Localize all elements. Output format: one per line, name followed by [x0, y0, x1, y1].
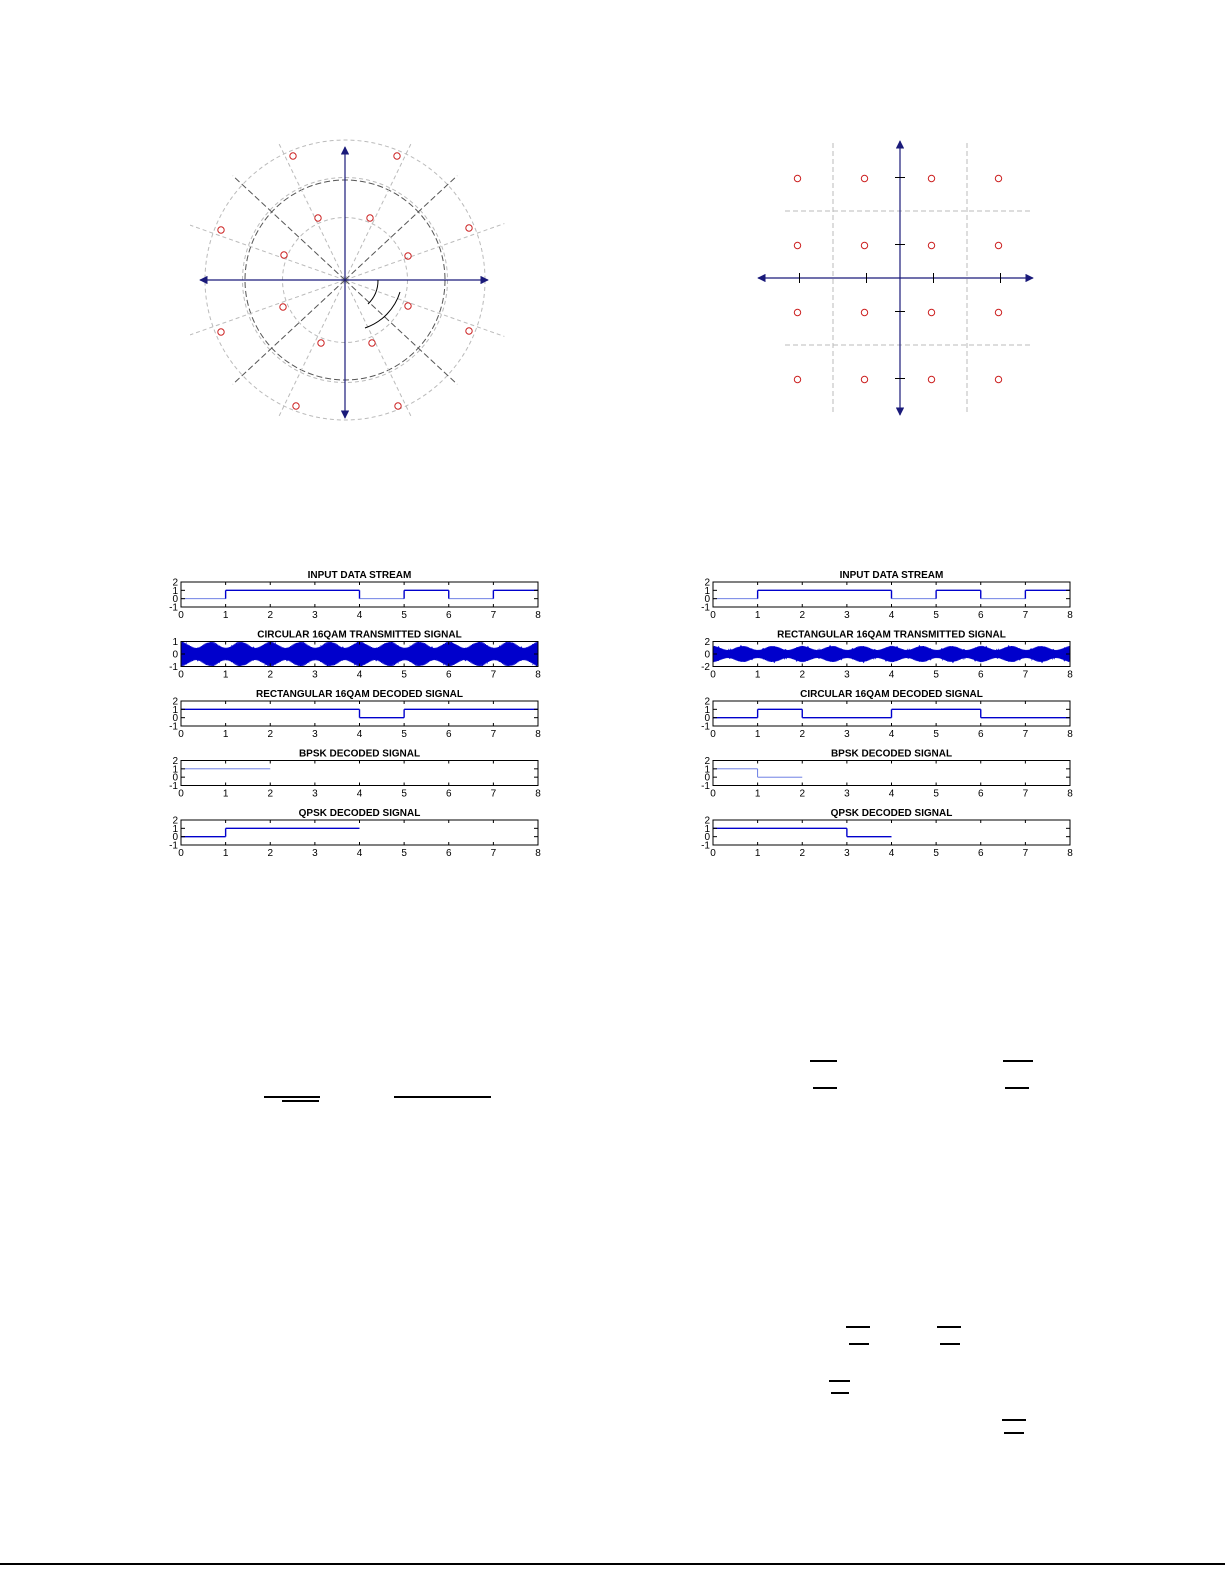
x-tick-label: 2 — [799, 848, 806, 859]
x-tick-label: 4 — [356, 848, 363, 859]
y-tick-label: -2 — [701, 662, 710, 673]
guide-line — [345, 280, 504, 336]
x-tick-label: 7 — [1022, 610, 1029, 621]
x-tick-label: 6 — [977, 848, 984, 859]
signal-panel — [169, 749, 541, 800]
equation-fraction-bar — [394, 1096, 491, 1098]
constellation-point — [367, 215, 373, 221]
x-tick-label: 2 — [267, 610, 274, 621]
constellation-point — [318, 340, 324, 346]
y-tick-label: -1 — [701, 602, 710, 614]
x-tick-label: 8 — [535, 729, 541, 740]
signal-panel — [701, 630, 1073, 681]
x-tick-label: 8 — [1067, 610, 1073, 621]
waveform-path — [181, 642, 538, 667]
signal-panel — [169, 808, 541, 859]
x-tick-label: 7 — [490, 848, 497, 859]
constellation-point — [395, 403, 401, 409]
x-tick-label: 6 — [445, 788, 452, 800]
x-tick-label: 2 — [267, 669, 274, 681]
panel-title: INPUT DATA STREAM — [839, 570, 944, 581]
equation-fraction-bar — [264, 1096, 320, 1098]
y-tick-label: -1 — [169, 662, 178, 673]
x-tick-label: 3 — [312, 610, 318, 621]
x-tick-label: 4 — [888, 788, 895, 800]
x-tick-label: 5 — [401, 788, 407, 800]
panel-frame — [713, 761, 1070, 786]
x-tick-label: 3 — [312, 669, 318, 681]
circular-constellation — [190, 125, 590, 445]
constellation-point — [861, 376, 867, 382]
y-tick-label: 2 — [704, 815, 710, 827]
y-tick-label: 2 — [704, 696, 710, 708]
y-tick-label: 0 — [172, 713, 178, 725]
y-tick-label: 1 — [704, 764, 710, 776]
equation-fraction-bar — [1004, 1432, 1024, 1434]
x-tick-label: 5 — [401, 669, 407, 681]
equation-fraction-bar — [813, 1087, 837, 1089]
panel-frame — [181, 761, 538, 786]
x-tick-label: 4 — [888, 729, 895, 740]
decision-line — [345, 280, 457, 384]
x-tick-label: 1 — [222, 610, 229, 621]
x-tick-label: 4 — [356, 610, 363, 621]
y-tick-label: -1 — [169, 602, 178, 614]
equation-fraction-bar — [1002, 1419, 1026, 1421]
constellation-point — [293, 403, 299, 409]
signal-panel — [701, 808, 1073, 859]
constellation-point — [928, 242, 934, 248]
constellation-point — [995, 175, 1001, 181]
panel-title: CIRCULAR 16QAM TRANSMITTED SIGNAL — [257, 629, 462, 641]
signal-figure-right — [692, 562, 1082, 872]
constellation-point — [281, 252, 287, 258]
x-tick-label: 8 — [535, 669, 541, 681]
x-tick-label: 6 — [445, 848, 452, 859]
x-tick-label: 4 — [356, 669, 363, 681]
y-tick-label: 1 — [172, 637, 178, 648]
x-tick-label: 0 — [710, 848, 716, 859]
x-tick-label: 6 — [977, 788, 984, 800]
x-tick-label: 8 — [1067, 848, 1073, 859]
guide-line — [190, 280, 345, 336]
x-tick-label: 8 — [1067, 669, 1073, 681]
signal-panel — [169, 570, 541, 621]
x-tick-label: 4 — [356, 788, 363, 800]
x-tick-label: 3 — [844, 729, 850, 740]
x-tick-label: 5 — [401, 848, 407, 859]
y-tick-label: 2 — [172, 696, 178, 708]
constellation-point — [995, 242, 1001, 248]
x-tick-label: 6 — [977, 669, 984, 681]
signal-panel — [701, 689, 1073, 740]
panel-title: QPSK DECODED SIGNAL — [830, 808, 953, 819]
x-tick-label: 0 — [710, 788, 716, 800]
decision-line — [345, 176, 457, 280]
x-tick-label: 1 — [754, 848, 761, 859]
x-tick-label: 3 — [844, 669, 850, 681]
x-tick-label: 8 — [535, 848, 541, 859]
x-tick-label: 3 — [844, 610, 850, 621]
x-tick-label: 7 — [490, 729, 497, 740]
x-tick-label: 1 — [222, 848, 229, 859]
panel-title: RECTANGULAR 16QAM TRANSMITTED SIGNAL — [777, 629, 1006, 641]
x-tick-label: 5 — [933, 729, 939, 740]
equation-fraction-bar — [1005, 1087, 1029, 1089]
equation-fraction-bar — [849, 1343, 869, 1345]
x-tick-label: 3 — [844, 788, 850, 800]
x-tick-label: 7 — [490, 610, 497, 621]
guide-line — [345, 144, 411, 280]
y-tick-label: 0 — [704, 713, 710, 725]
panel-title: INPUT DATA STREAM — [307, 570, 412, 581]
x-tick-label: 4 — [888, 610, 895, 621]
panel-title: RECTANGULAR 16QAM DECODED SIGNAL — [255, 689, 464, 700]
y-tick-label: 1 — [172, 585, 178, 597]
y-tick-label: 1 — [172, 704, 178, 716]
constellation-point — [794, 175, 800, 181]
x-tick-label: 0 — [178, 669, 184, 681]
x-tick-label: 0 — [710, 610, 716, 621]
modulated-waveform — [713, 646, 1070, 662]
constellation-point — [315, 215, 321, 221]
y-tick-label: 0 — [704, 649, 710, 661]
x-tick-label: 8 — [1067, 788, 1073, 800]
constellation-point — [861, 175, 867, 181]
x-tick-label: 4 — [888, 848, 895, 859]
x-tick-label: 2 — [267, 788, 274, 800]
footer-rule — [0, 1563, 1225, 1565]
x-tick-label: 0 — [178, 848, 184, 859]
y-tick-label: 2 — [172, 756, 178, 767]
y-tick-label: 1 — [704, 585, 710, 597]
x-tick-label: 1 — [754, 729, 761, 740]
constellation-point — [290, 153, 296, 159]
constellation-point — [218, 227, 224, 233]
x-tick-label: 5 — [401, 729, 407, 740]
x-tick-label: 8 — [535, 788, 541, 800]
constellation-point — [995, 376, 1001, 382]
constellation-point — [794, 376, 800, 382]
equation-fraction-bar — [831, 1392, 849, 1394]
x-tick-label: 6 — [445, 610, 452, 621]
x-tick-label: 7 — [490, 669, 497, 681]
y-tick-label: 1 — [172, 823, 178, 835]
constellation-point — [405, 303, 411, 309]
y-tick-label: 1 — [704, 704, 710, 716]
rectangular-constellation — [750, 135, 1050, 435]
x-tick-label: 0 — [710, 669, 716, 681]
x-tick-label: 1 — [754, 610, 761, 621]
waveform-path — [713, 646, 1070, 662]
constellation-point — [995, 309, 1001, 315]
panel-title: BPSK DECODED SIGNAL — [298, 748, 421, 760]
x-tick-label: 3 — [312, 848, 318, 859]
equation-fraction-bar — [829, 1380, 850, 1382]
x-tick-label: 0 — [710, 729, 716, 740]
modulated-waveform — [181, 642, 538, 667]
x-tick-label: 4 — [888, 669, 895, 681]
x-tick-label: 1 — [754, 669, 761, 681]
panel-title: CIRCULAR 16QAM DECODED SIGNAL — [800, 689, 983, 700]
constellation-point — [861, 242, 867, 248]
y-tick-label: -1 — [169, 840, 178, 852]
y-tick-label: -1 — [701, 840, 710, 852]
x-tick-label: 2 — [799, 729, 806, 740]
x-tick-label: 3 — [844, 848, 850, 859]
x-tick-label: 5 — [401, 610, 407, 621]
equation-fraction-bar — [937, 1326, 961, 1328]
y-tick-label: 2 — [704, 577, 710, 589]
x-tick-label: 6 — [445, 669, 452, 681]
x-tick-label: 5 — [933, 610, 939, 621]
y-tick-label: 2 — [704, 637, 710, 648]
x-tick-label: 7 — [1022, 788, 1029, 800]
y-tick-label: -1 — [169, 781, 178, 792]
panel-title: QPSK DECODED SIGNAL — [298, 808, 421, 819]
x-tick-label: 5 — [933, 788, 939, 800]
panel-title: BPSK DECODED SIGNAL — [830, 748, 953, 760]
constellation-point — [794, 309, 800, 315]
guide-line — [345, 224, 504, 280]
equation-fraction-bar — [940, 1343, 960, 1345]
y-tick-label: 0 — [172, 832, 178, 844]
x-tick-label: 8 — [535, 610, 541, 621]
x-tick-label: 1 — [754, 788, 761, 800]
decision-line — [233, 176, 345, 280]
constellation-point — [928, 376, 934, 382]
constellation-point — [861, 309, 867, 315]
y-tick-label: 0 — [704, 832, 710, 844]
signal-panel — [701, 749, 1073, 800]
y-tick-label: 0 — [704, 594, 710, 606]
y-tick-label: 2 — [172, 577, 178, 589]
constellation-point — [405, 253, 411, 259]
x-tick-label: 1 — [222, 788, 229, 800]
x-tick-label: 2 — [799, 788, 806, 800]
constellation-point — [218, 329, 224, 335]
x-tick-label: 4 — [356, 729, 363, 740]
x-tick-label: 2 — [799, 610, 806, 621]
x-tick-label: 0 — [178, 788, 184, 800]
x-tick-label: 7 — [1022, 729, 1029, 740]
x-tick-label: 7 — [490, 788, 497, 800]
y-tick-label: 1 — [172, 764, 178, 776]
y-tick-label: 0 — [172, 594, 178, 606]
x-tick-label: 8 — [1067, 729, 1073, 740]
signal-panel — [701, 570, 1073, 621]
y-tick-label: 1 — [704, 823, 710, 835]
y-tick-label: 0 — [704, 772, 710, 784]
x-tick-label: 6 — [977, 729, 984, 740]
signal-figure-left — [160, 562, 550, 872]
decision-line — [233, 280, 345, 384]
equation-fraction-bar — [810, 1060, 837, 1062]
guide-line — [279, 280, 345, 416]
y-tick-label: -1 — [701, 781, 710, 792]
constellation-point — [928, 175, 934, 181]
x-tick-label: 3 — [312, 729, 318, 740]
constellation-point — [394, 153, 400, 159]
y-tick-label: 2 — [172, 815, 178, 827]
constellation-point — [280, 304, 286, 310]
y-tick-label: 2 — [704, 756, 710, 767]
y-tick-label: -1 — [701, 721, 710, 733]
x-tick-label: 2 — [267, 729, 274, 740]
equation-fraction-bar — [282, 1100, 319, 1102]
constellation-point — [466, 328, 472, 334]
x-tick-label: 3 — [312, 788, 318, 800]
constellation-point — [794, 242, 800, 248]
guide-line — [190, 224, 345, 280]
x-tick-label: 5 — [933, 848, 939, 859]
constellation-point — [369, 340, 375, 346]
y-tick-label: -1 — [169, 721, 178, 733]
x-tick-label: 7 — [1022, 669, 1029, 681]
x-tick-label: 0 — [178, 610, 184, 621]
x-tick-label: 2 — [799, 669, 806, 681]
guide-line — [279, 144, 345, 280]
equation-fraction-bar — [846, 1326, 870, 1328]
constellation-point — [928, 309, 934, 315]
angle-arc-small — [368, 280, 378, 304]
x-tick-label: 6 — [445, 729, 452, 740]
signal-panel — [169, 630, 541, 681]
x-tick-label: 5 — [933, 669, 939, 681]
panel-frame — [181, 820, 538, 845]
x-tick-label: 6 — [977, 610, 984, 621]
x-tick-label: 2 — [267, 848, 274, 859]
x-tick-label: 7 — [1022, 848, 1029, 859]
y-tick-label: 0 — [172, 649, 178, 661]
x-tick-label: 1 — [222, 669, 229, 681]
equation-fraction-bar — [1003, 1060, 1033, 1062]
x-tick-label: 1 — [222, 729, 229, 740]
y-tick-label: 0 — [172, 772, 178, 784]
signal-panel — [169, 689, 541, 740]
panel-frame — [713, 820, 1070, 845]
guide-line — [345, 280, 411, 416]
x-tick-label: 0 — [178, 729, 184, 740]
constellation-point — [466, 225, 472, 231]
